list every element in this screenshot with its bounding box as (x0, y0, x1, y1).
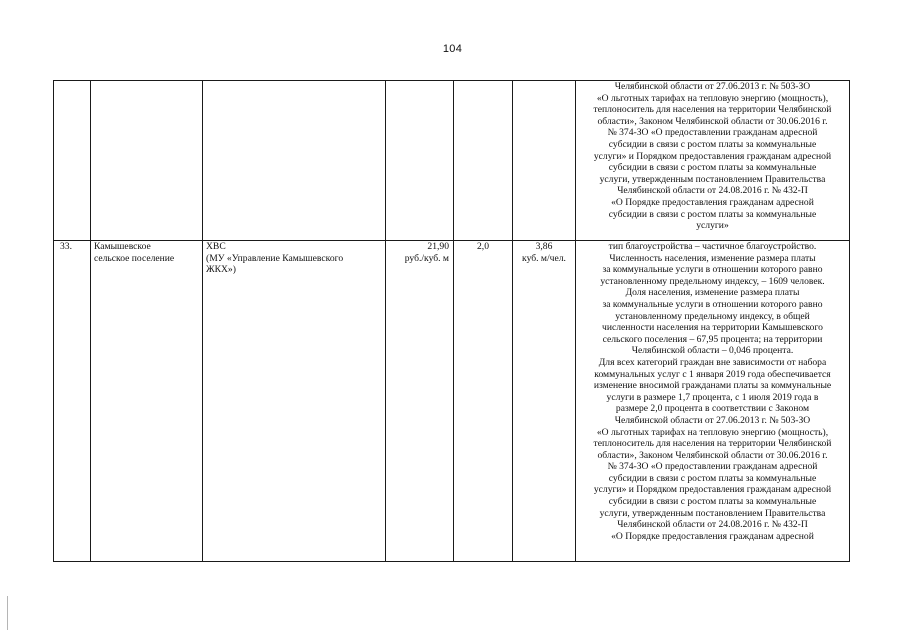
text-line: Челябинской области от 24.08.2016 г. № 432-П (617, 185, 808, 197)
settlement-cell (91, 81, 203, 241)
text-line: сельского поселения – 67,95 процента; на территории (602, 333, 823, 345)
text-line: субсидии в связи с ростом платы за коммунальные (608, 162, 817, 174)
text-line: Челябинской области от 24.08.2016 г. № 432-П (617, 519, 808, 531)
norm-cell (513, 241, 576, 562)
text-line: численности населения на территории Камышевского (602, 322, 823, 334)
text-line: тип благоустройства – частичное благоустройство. (608, 241, 817, 252)
text-line: «О льготных тарифах на тепловую энергию (мощность), (596, 426, 829, 438)
service-provider: (МУ «Управление Камышевского (206, 252, 344, 264)
growth-index-cell (454, 81, 513, 241)
text-line: № 374-ЗО «О предоставлении гражданам адресной (607, 127, 818, 139)
number-cell (54, 81, 91, 241)
description-cell (576, 81, 850, 241)
text-line: субсидии в связи с ростом платы за коммунальные (608, 208, 817, 220)
text-line: теплоноситель для населения на территории Челябинской (593, 438, 832, 450)
text-line: Для всех категорий граждан вне зависимости от набора (598, 356, 827, 368)
text-line: субсидии в связи с ростом платы за коммунальные (608, 472, 817, 484)
text-line: услуги» и Порядком предоставления гражданам адресной (593, 484, 832, 496)
row-33 (54, 241, 850, 562)
norm-unit: куб. м/чел. (522, 252, 566, 264)
text-line: установленному предельному индексу, – 1609 человек. (600, 275, 825, 287)
text-line: услуги» (696, 220, 729, 232)
tariff-value: 21,90 (427, 241, 449, 252)
text-line: «О Порядке предоставления гражданам адресной (611, 530, 814, 542)
text-line: размере 2,0 процента в соответствии с Законом (615, 403, 810, 415)
text-line: области», Законом Челябинской области от 30.06.2016 г. (597, 449, 828, 461)
text-line: «О льготных тарифах на тепловую энергию (мощность), (596, 92, 829, 104)
text-line: Доля населения, изменение размера платы (625, 287, 800, 299)
tariff-cell (386, 241, 454, 562)
text-line: Челябинской области от 27.06.2013 г. № 503-ЗО (614, 414, 811, 426)
service-cell (203, 241, 386, 562)
tariff-table (53, 80, 850, 562)
text-line: № 374-ЗО «О предоставлении гражданам адресной (607, 461, 818, 473)
description-cell (576, 241, 850, 562)
growth-index-cell: 2,0 (454, 241, 513, 562)
continuation-row (54, 81, 850, 241)
text-line: Челябинской области от 27.06.2013 г. № 503-ЗО (614, 81, 811, 92)
text-line: Челябинской области – 0,046 процента. (631, 345, 794, 357)
text-line: за коммунальные услуги в отношении которого равно (602, 264, 823, 276)
text-line: за коммунальные услуги в отношении которого равно (602, 298, 823, 310)
norm-value: 3,86 (535, 241, 553, 252)
text-line: услуги, утвержденным постановлением Правительства (599, 173, 826, 185)
text-line: коммунальных услуг с 1 января 2019 года обеспечивается (594, 368, 831, 380)
scan-margin-mark (7, 596, 8, 630)
text-line: теплоноситель для населения на территории Челябинской (593, 104, 832, 116)
service-name: ХВС (206, 241, 226, 252)
service-provider-cont: ЖКХ») (206, 264, 236, 276)
text-line: Численность населения, изменение размера платы (609, 252, 816, 264)
text-line: услуги» и Порядком предоставления гражданам адресной (593, 150, 832, 162)
text-line: установленному предельному индексу, в общей (615, 310, 810, 322)
text-line: субсидии в связи с ростом платы за коммунальные (608, 138, 817, 150)
settlement-type: сельское поселение (94, 252, 175, 264)
service-cell (203, 81, 386, 241)
text-line: услуги, утвержденным постановлением Правительства (599, 507, 826, 519)
page-number: 104 (442, 43, 463, 55)
tariff-unit: руб./куб. м (404, 252, 449, 264)
norm-cell (513, 81, 576, 241)
number-cell: 33. (54, 241, 91, 562)
text-line: «О Порядке предоставления гражданам адресной (611, 196, 814, 208)
tariff-cell (386, 81, 454, 241)
settlement-cell (91, 241, 203, 562)
text-line: субсидии в связи с ростом платы за коммунальные (608, 496, 817, 508)
text-line: области», Законом Челябинской области от 30.06.2016 г. (597, 115, 828, 127)
text-line: услуги в размере 1,7 процента, с 1 июля 2019 года в (606, 391, 819, 403)
text-line: изменение вносимой гражданами платы за коммунальные (593, 380, 832, 392)
settlement-name: Камышевское (94, 241, 151, 252)
